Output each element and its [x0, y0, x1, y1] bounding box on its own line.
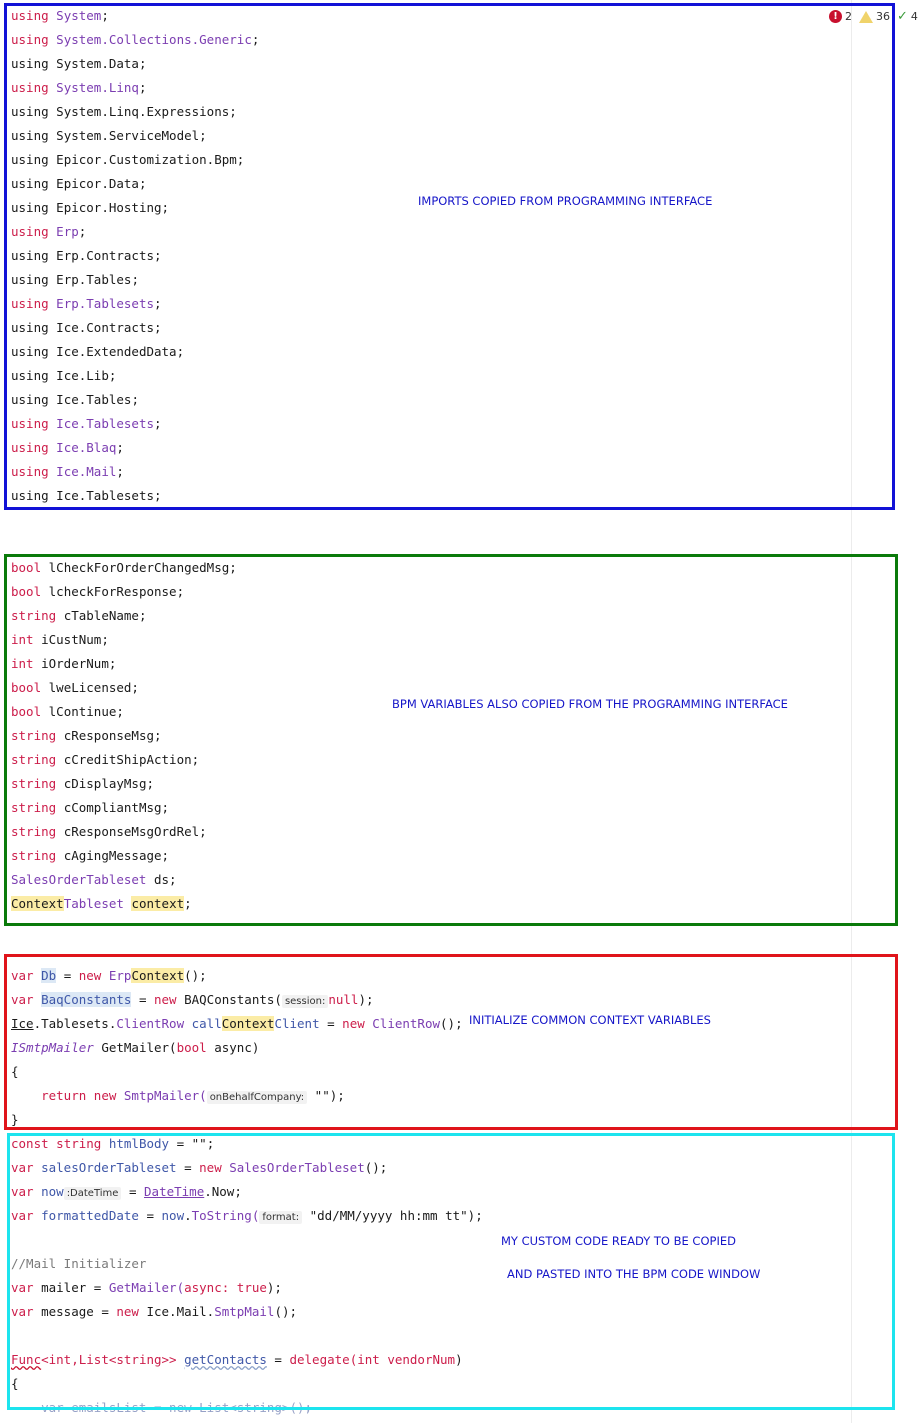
- punctuation: ;: [101, 8, 109, 23]
- keyword: new: [86, 1088, 117, 1103]
- keyword: var: [11, 1280, 34, 1295]
- keyword: string: [11, 608, 57, 623]
- string-literal: = "";: [169, 1136, 215, 1151]
- identifier: call: [184, 1016, 222, 1031]
- keyword: using: [11, 152, 49, 167]
- namespace: System.Linq: [56, 80, 139, 95]
- method-name: GetMailer(: [108, 1280, 185, 1295]
- type-name: Func: [11, 1352, 42, 1367]
- identifier: cCompliantMsg;: [63, 800, 170, 815]
- parameter-hint: format:: [259, 1211, 302, 1224]
- punctuation: ;: [176, 344, 185, 359]
- identifier: context: [131, 896, 185, 911]
- keyword: string: [11, 776, 57, 791]
- identifier: now: [33, 1184, 64, 1199]
- type-name: BAQConstants(: [176, 992, 282, 1007]
- keyword: null: [328, 992, 359, 1007]
- method-name: GetMailer(: [93, 1040, 177, 1055]
- keyword: using: [11, 440, 49, 455]
- keyword: new: [78, 968, 102, 983]
- variables-annotation: BPM VARIABLES ALSO COPIED FROM THE PROGRAMMING INTERFACE: [392, 697, 788, 711]
- keyword: int: [357, 1352, 380, 1367]
- operator: =: [56, 968, 79, 983]
- keyword: using: [11, 392, 49, 407]
- method-name: ToString(: [191, 1208, 260, 1223]
- imports-annotation: IMPORTS COPIED FROM PROGRAMMING INTERFACE: [418, 194, 713, 208]
- keyword: using: [11, 464, 49, 479]
- keyword: using: [11, 224, 49, 239]
- operator: =: [138, 1208, 162, 1223]
- identifier: cDisplayMsg;: [63, 776, 154, 791]
- identifier: lContinue;: [48, 704, 124, 719]
- type-name: ClientRow: [116, 1016, 185, 1031]
- keyword: using: [11, 32, 49, 47]
- error-icon: !: [829, 10, 842, 23]
- type-hint: :DateTime: [64, 1187, 122, 1200]
- punctuation: ;: [154, 416, 162, 431]
- keyword: string: [11, 800, 57, 815]
- custom-code-highlight-box: [7, 1133, 895, 1410]
- operator: =: [131, 992, 154, 1007]
- keyword: string: [48, 1136, 102, 1151]
- parameter: vendorNum: [379, 1352, 456, 1367]
- identifier: message: [33, 1304, 94, 1319]
- punctuation: ;: [138, 80, 147, 95]
- keyword: new: [342, 1016, 365, 1031]
- punctuation: ();: [364, 1160, 388, 1175]
- namespace: System.ServiceModel: [56, 128, 200, 143]
- warning-count: 36: [876, 10, 890, 23]
- identifier: Context: [221, 1016, 275, 1031]
- punctuation: ();: [440, 1016, 463, 1031]
- keyword: bool: [11, 680, 42, 695]
- type-name: SalesOrderTableset: [11, 872, 147, 887]
- punctuation: ;: [108, 368, 117, 383]
- code-line[interactable]: {: [11, 1376, 19, 1391]
- type-name: Context: [11, 896, 64, 911]
- namespace: System.Linq.Expressions: [56, 104, 230, 119]
- parameter-hint: onBehalfCompany:: [207, 1091, 307, 1104]
- identifier: cCreditShipAction;: [63, 752, 200, 767]
- generic-args: <int,List<string>>: [41, 1352, 177, 1367]
- keyword: new: [154, 992, 177, 1007]
- punctuation: ;: [116, 464, 124, 479]
- type-name: ClientRow: [364, 1016, 441, 1031]
- keyword: using: [11, 320, 49, 335]
- keyword: var: [11, 1304, 34, 1319]
- operator: =: [319, 1016, 343, 1031]
- punctuation: ;: [138, 56, 147, 71]
- namespace: Erp.Tablesets: [56, 296, 155, 311]
- keyword: var: [11, 1160, 34, 1175]
- namespace: Ice.Tablesets: [56, 488, 155, 503]
- parameter-hint: session:: [282, 995, 328, 1008]
- identifier: lcheckForResponse;: [48, 584, 185, 599]
- keyword: using: [11, 488, 49, 503]
- namespace: Ice.Tables: [56, 392, 132, 407]
- operator: =: [93, 1304, 117, 1319]
- punctuation: .: [184, 1208, 192, 1223]
- namespace: System.Data: [56, 56, 139, 71]
- identifier: BaqConstants: [41, 992, 132, 1007]
- punctuation: ;: [131, 272, 139, 287]
- identifier: ds;: [146, 872, 177, 887]
- error-count: 2: [845, 10, 852, 23]
- namespace: Erp.Contracts: [56, 248, 155, 263]
- keyword: var: [11, 1184, 34, 1199]
- punctuation: ;: [131, 392, 139, 407]
- punctuation: ;: [138, 176, 147, 191]
- namespace: Ice.ExtendedData: [56, 344, 177, 359]
- identifier: salesOrderTableset: [33, 1160, 177, 1175]
- namespace: Ice: [11, 1016, 34, 1031]
- punctuation: );: [329, 1088, 345, 1103]
- identifier: cTableName;: [63, 608, 147, 623]
- string-literal: "dd/MM/yyyy hh:mm tt": [302, 1208, 468, 1223]
- namespace: Ice.Mail: [56, 464, 117, 479]
- operator: =: [121, 1184, 145, 1199]
- code-line[interactable]: {: [11, 1064, 19, 1079]
- keyword: new: [199, 1160, 222, 1175]
- type-name: Tableset: [63, 896, 124, 911]
- keyword: string: [11, 728, 57, 743]
- keyword: using: [11, 368, 49, 383]
- type-name: DateTime: [144, 1184, 205, 1199]
- identifier: lweLicensed;: [48, 680, 139, 695]
- identifier: Db: [41, 968, 57, 983]
- namespace: Ice.Lib: [56, 368, 109, 383]
- type-name: Context: [131, 968, 185, 983]
- keyword: string: [11, 848, 57, 863]
- keyword: using: [11, 200, 49, 215]
- namespace: Erp.Tables: [56, 272, 132, 287]
- context-annotation: INITIALIZE COMMON CONTEXT VARIABLES: [469, 1013, 711, 1027]
- punctuation: ;: [154, 320, 162, 335]
- punctuation: ;: [154, 488, 162, 503]
- keyword: using: [11, 176, 49, 191]
- namespace: System.Collections.Generic: [56, 32, 252, 47]
- keyword: delegate(: [289, 1352, 358, 1367]
- namespace: Epicor.Hosting: [56, 200, 162, 215]
- keyword: new: [116, 1304, 139, 1319]
- type-name: ISmtpMailer: [11, 1040, 94, 1055]
- namespace: Ice.Contracts: [56, 320, 155, 335]
- parameter: async): [206, 1040, 260, 1055]
- operator: =: [266, 1352, 290, 1367]
- keyword: bool: [176, 1040, 207, 1055]
- namespace: Epicor.Customization.Bpm: [56, 152, 237, 167]
- identifier: Client: [274, 1016, 320, 1031]
- custom-code-annotation-2: AND PASTED INTO THE BPM CODE WINDOW: [507, 1267, 761, 1281]
- imports-highlight-box: [4, 3, 895, 510]
- punctuation: ;: [199, 128, 207, 143]
- keyword: true: [229, 1280, 267, 1295]
- keyword: bool: [11, 584, 42, 599]
- operator: =: [86, 1280, 109, 1295]
- punctuation: ;: [229, 104, 237, 119]
- string-literal: "": [307, 1088, 330, 1103]
- namespace: Ice.Tablesets: [56, 416, 155, 431]
- type-name: Erp: [101, 968, 132, 983]
- identifier: iOrderNum;: [41, 656, 117, 671]
- namespace: Epicor.Data: [56, 176, 139, 191]
- type-name: SalesOrderTableset: [221, 1160, 365, 1175]
- punctuation: ;: [116, 440, 124, 455]
- identifier: getContacts: [184, 1352, 267, 1367]
- keyword: var: [11, 968, 34, 983]
- keyword: using: [11, 104, 49, 119]
- identifier: iCustNum;: [41, 632, 109, 647]
- type-name: SmtpMail: [214, 1304, 275, 1319]
- punctuation: );: [266, 1280, 282, 1295]
- identifier: htmlBody: [101, 1136, 170, 1151]
- check-icon: ✓: [897, 9, 908, 24]
- keyword: bool: [11, 560, 42, 575]
- keyword: using: [11, 56, 49, 71]
- identifier: now: [161, 1208, 185, 1223]
- parameter: async:: [184, 1280, 230, 1295]
- variables-highlight-box: [4, 554, 898, 926]
- punctuation: ();: [184, 968, 207, 983]
- identifier: cResponseMsg;: [63, 728, 162, 743]
- identifier: cResponseMsgOrdRel;: [63, 824, 207, 839]
- keyword: string: [11, 752, 57, 767]
- custom-code-annotation-1: MY CUSTOM CODE READY TO BE COPIED: [501, 1234, 736, 1248]
- keyword: var: [11, 992, 34, 1007]
- keyword: var: [11, 1208, 34, 1223]
- context-highlight-box: [4, 954, 898, 1130]
- keyword: int: [11, 632, 34, 647]
- keyword: int: [11, 656, 34, 671]
- namespace: Ice.Blaq: [56, 440, 117, 455]
- punctuation: );: [358, 992, 374, 1007]
- namespace: Erp: [56, 224, 79, 239]
- identifier: lCheckForOrderChangedMsg;: [48, 560, 237, 575]
- punctuation: ;: [236, 152, 245, 167]
- punctuation: ;: [251, 32, 260, 47]
- keyword: const: [11, 1136, 49, 1151]
- punctuation: ();: [274, 1304, 298, 1319]
- keyword: using: [11, 128, 49, 143]
- code-line[interactable]: }: [11, 1112, 19, 1127]
- identifier: cAgingMessage;: [63, 848, 170, 863]
- keyword: using: [11, 80, 49, 95]
- keyword: using: [11, 248, 49, 263]
- keyword: using: [11, 8, 49, 23]
- namespace: Ice.Mail.: [138, 1304, 215, 1319]
- punctuation: ;: [154, 296, 162, 311]
- namespace: .Tablesets.: [33, 1016, 117, 1031]
- identifier: mailer: [33, 1280, 87, 1295]
- identifier: formattedDate: [33, 1208, 139, 1223]
- keyword: using: [11, 344, 49, 359]
- operator: =: [176, 1160, 200, 1175]
- punctuation: );: [467, 1208, 483, 1223]
- type-name: SmtpMailer(: [116, 1088, 207, 1103]
- ok-count: 4: [910, 10, 918, 23]
- keyword: using: [11, 272, 49, 287]
- keyword: using: [11, 296, 49, 311]
- punctuation: ;: [161, 200, 170, 215]
- keyword: string: [11, 824, 57, 839]
- keyword: using: [11, 416, 49, 431]
- namespace: System: [56, 8, 102, 23]
- punctuation: .Now;: [204, 1184, 242, 1199]
- code-line[interactable]: var emailsList = new List<string>();: [11, 1400, 313, 1415]
- keyword: bool: [11, 704, 42, 719]
- punctuation: ;: [154, 248, 162, 263]
- comment[interactable]: //Mail Initializer: [11, 1256, 147, 1271]
- punctuation: ): [455, 1352, 463, 1367]
- punctuation: ;: [78, 224, 87, 239]
- punctuation: ;: [184, 896, 192, 911]
- keyword: return: [41, 1088, 87, 1103]
